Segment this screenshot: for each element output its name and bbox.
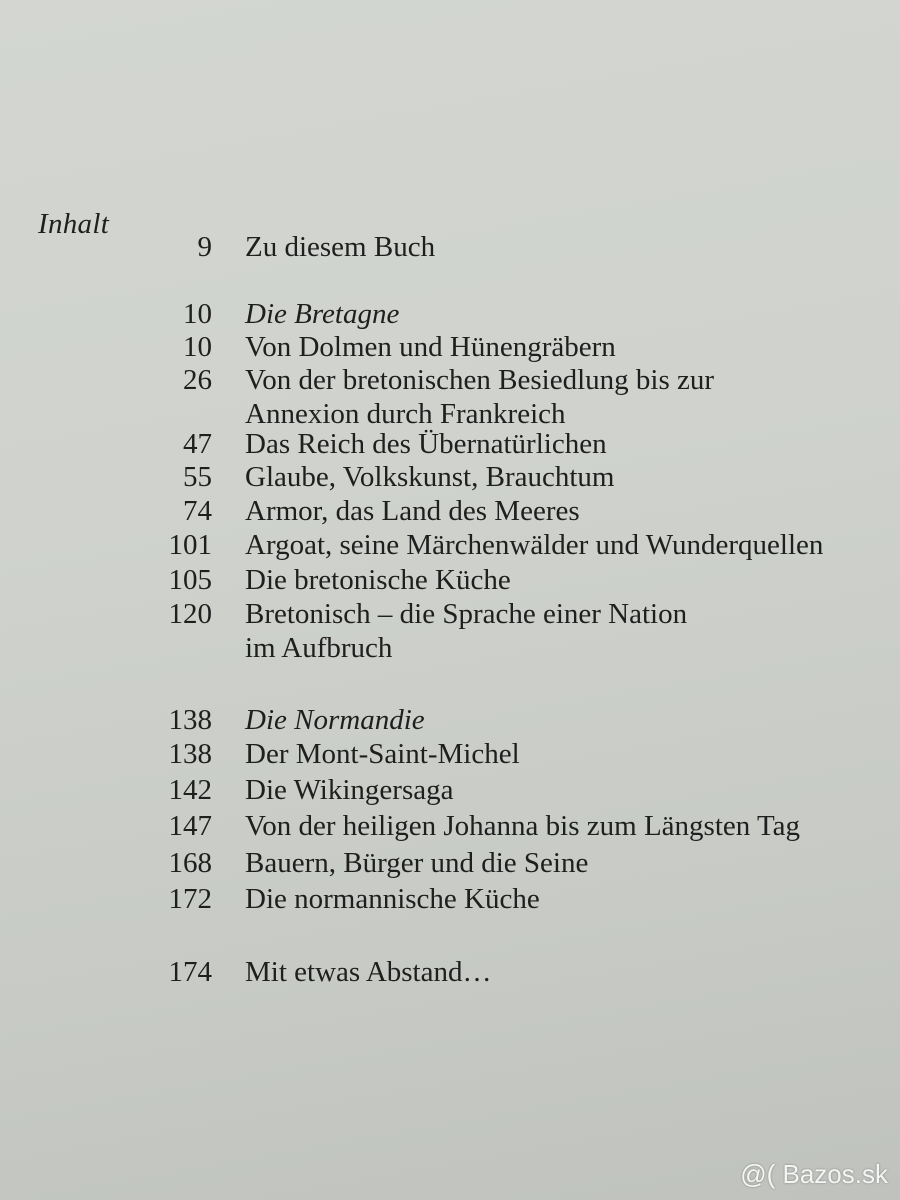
toc-title — [245, 597, 687, 665]
toc-section-title: Die Bretagne — [245, 298, 400, 330]
toc-title-line: Von der bretonischen Besiedlung bis zur — [245, 364, 715, 396]
toc-section-title: Die Normandie — [245, 704, 425, 736]
toc-heading: Inhalt — [38, 208, 110, 240]
toc-title: Die bretonische Küche — [245, 564, 511, 596]
toc-title: Armor, das Land des Meeres — [245, 495, 580, 527]
toc-page-number: 168 — [168, 847, 212, 879]
toc-title: Der Mont-Saint-Michel — [245, 738, 520, 770]
toc-page-number: 138 — [168, 738, 212, 770]
toc-page-number: 174 — [168, 956, 212, 988]
toc-title: Von der heiligen Johanna bis zum Längsten Tag — [245, 810, 801, 842]
watermark: @( Bazos.sk — [740, 1159, 888, 1189]
toc-page-number: 74 — [183, 495, 212, 527]
toc-page-number: 138 — [168, 704, 212, 736]
toc-title: Bauern, Bürger und die Seine — [245, 847, 589, 879]
toc-title: Von Dolmen und Hünengräbern — [245, 331, 616, 363]
toc-title: Die Wikingersaga — [245, 774, 454, 806]
toc-page-number: 10 — [183, 298, 212, 330]
toc-title-line: Annexion durch Frankreich — [245, 398, 566, 430]
toc-page-number: 26 — [183, 364, 212, 396]
toc-title: Das Reich des Übernatürlichen — [245, 428, 607, 460]
toc-page-number: 47 — [183, 428, 212, 460]
toc-title: Mit etwas Abstand… — [245, 956, 492, 988]
toc-page-number: 142 — [168, 774, 212, 806]
toc-page-number: 55 — [183, 461, 212, 493]
toc-page-number: 120 — [168, 598, 212, 630]
toc-title: Zu diesem Buch — [245, 231, 436, 263]
toc-title: Glaube, Volkskunst, Brauchtum — [245, 461, 615, 493]
toc-page-number: 147 — [168, 810, 212, 842]
toc-title: Die normannische Küche — [245, 883, 540, 915]
toc-title — [245, 363, 714, 431]
toc-title-line: im Aufbruch — [245, 632, 393, 664]
toc-page-number: 101 — [168, 529, 212, 561]
toc-page-number: 10 — [183, 331, 212, 363]
toc-title-line: Bretonisch – die Sprache einer Nation — [245, 598, 688, 630]
toc-page-number: 9 — [197, 231, 212, 263]
toc-title: Argoat, seine Märchenwälder und Wunderquellen — [245, 529, 824, 561]
toc-page-number: 105 — [168, 564, 212, 596]
toc-page-number: 172 — [168, 883, 212, 915]
